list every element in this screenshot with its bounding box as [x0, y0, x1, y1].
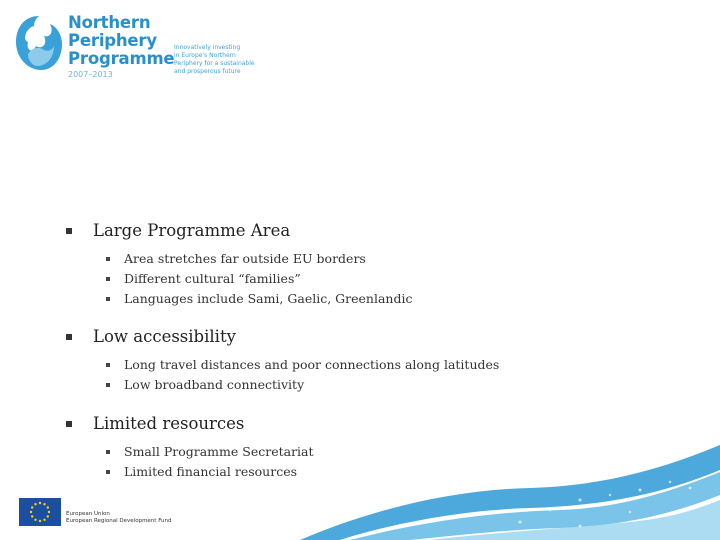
- bullet-heading: [66, 412, 686, 436]
- square-bullet-icon: [66, 228, 72, 234]
- bullet-heading-text: Limited resources: [93, 414, 245, 433]
- sub-bullet-text: Low broadband connectivity: [124, 377, 305, 392]
- logo-tagline-line: Periphery for a sustainable: [174, 60, 255, 67]
- square-bullet-icon: [106, 277, 110, 281]
- square-bullet-icon: [106, 450, 110, 454]
- sub-bullet-text: Languages include Sami, Gaelic, Greenlandic: [124, 291, 413, 306]
- sub-bullet-list: [66, 355, 686, 395]
- programme-logo-name: [68, 14, 174, 68]
- programme-logo-emblem: [14, 14, 64, 72]
- sub-bullet-item: [106, 289, 686, 309]
- logo-years: 2007–2013: [68, 70, 113, 79]
- bullet-group: [66, 325, 686, 395]
- logo-tagline: [174, 44, 264, 76]
- square-bullet-icon: [106, 470, 110, 474]
- eu-caption-line: European Union: [66, 511, 110, 517]
- sub-bullet-text: Small Programme Secretariat: [124, 444, 314, 459]
- logo-name-line: Northern: [68, 13, 151, 32]
- logo-tagline-line: and prosperous future: [174, 68, 241, 75]
- eu-caption-line: European Regional Development Fund: [66, 518, 172, 524]
- sub-bullet-list: [66, 249, 686, 309]
- square-bullet-icon: [106, 257, 110, 261]
- logo-tagline-line: in Europe's Northern: [174, 52, 236, 59]
- square-bullet-icon: [106, 383, 110, 387]
- logo-tagline-line: Innovatively investing: [174, 44, 241, 51]
- square-bullet-icon: [66, 421, 72, 427]
- sub-bullet-text: Long travel distances and poor connections along latitudes: [124, 357, 500, 372]
- square-bullet-icon: [106, 297, 110, 301]
- sub-bullet-text: Different cultural “families”: [124, 271, 301, 286]
- bullet-heading-text: Large Programme Area: [93, 221, 291, 240]
- sub-bullet-text: Area stretches far outside EU borders: [124, 251, 366, 266]
- sub-bullet-text: Limited financial resources: [124, 464, 298, 479]
- square-bullet-icon: [66, 334, 72, 340]
- sub-bullet-item: [106, 249, 686, 269]
- eu-flag-icon: [19, 498, 61, 526]
- decorative-wave-graphic: [280, 440, 720, 540]
- logo-name-line: Programme: [68, 49, 175, 68]
- eu-logo: [19, 498, 179, 532]
- bullet-heading: [66, 219, 686, 243]
- logo-name-line: Periphery: [68, 31, 157, 50]
- sub-bullet-item: [106, 375, 686, 395]
- bullet-heading: [66, 325, 686, 349]
- bullet-heading-text: Low accessibility: [93, 327, 236, 346]
- bullet-group: [66, 219, 686, 309]
- sub-bullet-item: [106, 269, 686, 289]
- programme-logo: [14, 12, 254, 84]
- sub-bullet-item: [106, 355, 686, 375]
- eu-caption: [66, 511, 172, 525]
- square-bullet-icon: [106, 363, 110, 367]
